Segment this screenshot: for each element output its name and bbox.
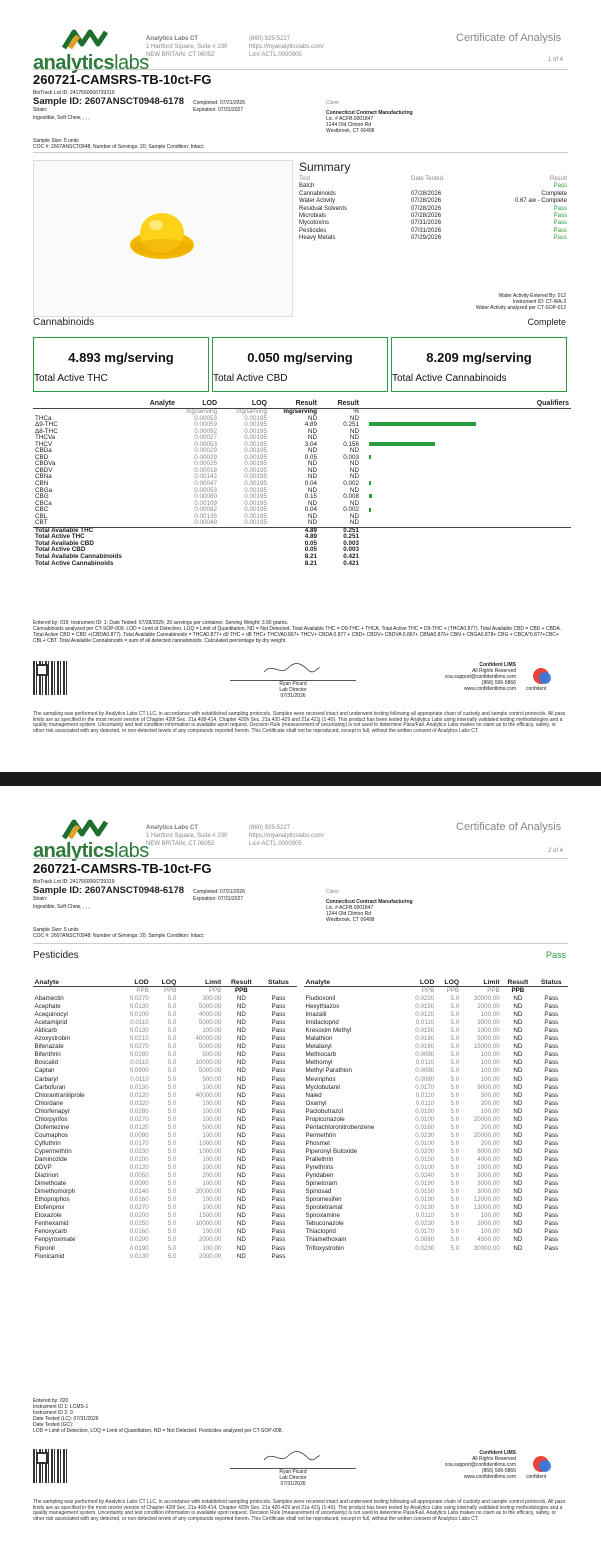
strain: Strain:	[33, 107, 48, 113]
pesticide-row: Myclobutanil 0.0170 5.0 9000.00 ND Pass	[305, 1083, 559, 1091]
cannabinoid-row: CBNa 0.00142 0.00195 ND ND	[35, 473, 359, 481]
cannabinoid-total-row: Total Available THC 4.89 0.251	[33, 527, 571, 534]
pesticide-row: Propiconazole 0.0100 5.0 20000.00 ND Pass	[305, 1115, 559, 1123]
pesticide-row: Imazalil 0.0120 5.0 100.00 ND Pass	[305, 1011, 559, 1019]
cannabinoid-summary-boxes	[33, 337, 568, 392]
pesticide-row: Ethoprophos 0.0160 5.0 100.00 ND Pass	[34, 1196, 286, 1204]
pesticide-row: Chlorantraniliprole 0.0120 5.0 40000.00 ND Pass	[34, 1091, 286, 1099]
doc-title: Certificate of Analysis	[456, 32, 562, 44]
pesticide-row: Spinosad 0.0150 5.0 3000.00 ND Pass	[305, 1188, 559, 1196]
completed-date-p2: Completed: 07/31/2026	[193, 889, 245, 895]
pesticide-row: Cyfluthrin 0.0170 5.0 1000.00 ND Pass	[34, 1139, 286, 1147]
pesticide-row: Fenhexamid 0.0250 5.0 10000.00 ND Pass	[34, 1220, 286, 1228]
confident-lims-info: Confident LIMS All Rights Reserved coa.support@confidentlims.com (866) 506-5866 www.confidentlims.com	[444, 662, 516, 692]
pesticide-row: Etofenprox 0.0270 5.0 100.00 ND Pass	[34, 1204, 286, 1212]
pesticide-row: Thiacloprid 0.0170 5.0 100.00 ND Pass	[305, 1228, 559, 1236]
pesticide-row: Tebuconazole 0.0230 5.0 2000.00 ND Pass	[305, 1220, 559, 1228]
pesticides-status: Pass	[545, 950, 566, 960]
cannabinoids-status: Complete	[527, 317, 566, 327]
summary-row: Heavy Metals 07/29/2026 Pass	[299, 235, 567, 242]
pesticide-row: Coumaphos 0.0090 5.0 100.00 ND Pass	[34, 1131, 286, 1139]
signature-icon-p2	[262, 1448, 322, 1466]
pesticide-row: Fludioxonil 0.0220 5.0 30000.00 ND Pass	[305, 995, 559, 1003]
strain-p2: Strain:	[33, 896, 48, 902]
summary-row: Cannabinoids 07/28/2026 Complete	[299, 190, 567, 197]
pesticide-row: Flonicamid 0.0130 5.0 2000.00 ND Pass	[34, 1252, 286, 1260]
pesticide-row: Piperonyl Butoxide 0.0200 5.0 8000.00 ND Pass	[305, 1147, 559, 1155]
pesticide-row: Metalaxyl 0.0160 5.0 15000.00 ND Pass	[305, 1043, 559, 1051]
confident-lims-info-p2: Confident LIMS All Rights Reserved coa.support@confidentlims.com (866) 506-5866 www.confidentlims.com	[444, 1450, 516, 1480]
pesticide-row: Kresoxim Methyl 0.0150 5.0 1000.00 ND Pass	[305, 1027, 559, 1035]
cannabinoid-total-row: Total Active Cannabinoids 8.21 0.421	[35, 559, 359, 567]
page-number-p2: 2 of 4	[548, 848, 564, 854]
cannabinoids-table: Analyte LOD LOQ Result Result Qualifiers mg/serving mg/serving mg/serving % THCa 0.00053 0.00195 ND ND Δ9-THC 0.00059 0.00195 4.89 0.251 Δ8-THC 0.00092 0.00195 ND ND THCVa 0.00027 0.00195 ND ND THCV 0.00053 0.00195 3.04 0.156 CBDa 0.00029 0.00195 ND ND CBD 0.00029 0.00195 0.05 0.003 CBDVa 0.00025 0.00195 ND ND CBDV 0.00018 0.00195 ND ND CBNa 0.00142 0.00195 ND ND CBN 0.00047 0.00195 0.04 0.002 CBGa 0.00053 0.00195 ND ND CBG 0.00080 0.00195 0.15 0.008 CBCa 0.00109 0.00195 ND ND CBC 0.00082 0.00195 0.04 0.002 CBL 0.00135 0.00195 ND ND CBT 0.00049 0.00195 ND ND Total Available THC 4.89 0.251 Total Active THC 4.89 0.251 Total Available CBD 0.05 0.003 Total Active CBD 0.05 0.003 Total Available Cannabinoids 8.21 0.421 Total Active Cannabinoids 8.21 0.421	[35, 400, 569, 567]
pesticide-row: Bifenthrin 0.0280 5.0 500.00 ND Pass	[34, 1051, 286, 1059]
pesticides-table-left: Analyte LOD LOQ Limit Result Status PPB PPB PPB PPB Abamectin 0.0270 5.0 300.00 ND Pass Acephate 0.0130 5.0 5000.00 ND Pass Acequinocyl 0.0100 5.0 4000.00 ND Pass Acetamiprid 0.0110 5.0 5000.00 ND Pass Aldicarb 0.0130 5.0 100.00 ND Pass Azoxystrobin 0.0210 5.0 40000.00 ND Pass Bifenazate 0.0270 5.0 5000.00 ND Pass Bifenthrin 0.0280 5.0 500.00 ND Pass Boscalid 0.0110 5.0 10000.00 ND Pass Captan 0.0900 5.0 5000.00 ND Pass Carbaryl 0.0110 5.0 500.00 ND Pass Carbofuran 0.0130 5.0 100.00 ND Pass Chlorantraniliprole 0.0120 5.0 40000.00 ND Pass Chlordane 0.0320 5.0 100.00 ND Pass Chlorfenapyr 0.0280 5.0 100.00 ND Pass Chlorpyrifos 0.0270 5.0 100.00 ND Pass Clofentezine 0.0120 5.0 500.00 ND Pass Coumaphos 0.0090 5.0 100.00 ND Pass Cyfluthrin 0.0170 5.0 1000.00 ND Pass Cypermethrin 0.0230 5.0 1000.00 ND Pass Daminozide 0.0100 5.0 100.00 ND Pass DDVP 0.0120 5.0 100.00 ND Pass Diazinon 0.0050 5.0 200.00 ND Pass Dimethoate 0.0090 5.0 100.00 ND Pass Dimethomorph 0.0140 5.0 20000.00 ND Pass Ethoprophos 0.0160 5.0 100.00 ND Pass Etofenprox 0.0270 5.0 100.00 ND Pass Etoxazole 0.0200 5.0 1500.00 ND Pass Fenhexamid 0.0250 5.0 10000.00 ND Pass Fenoxycarb 0.0160 5.0 100.00 ND Pass Fenpyroximate 0.0290 5.0 2000.00 ND Pass Fipronil 0.0190 5.0 100.00 ND Pass Flonicamid 0.0130 5.0 2000.00 ND Pass	[33, 979, 297, 1261]
pesticide-row: Acetamiprid 0.0110 5.0 5000.00 ND Pass	[34, 1019, 286, 1027]
water-activity-notes: Water Activity Entered By: 012 Instrument ID: CT-WA-3 Water Activity analyzed per CT-SOP-012	[475, 293, 566, 311]
pesticide-row: Trifloxystrobin 0.0230 5.0 30000.00 ND Pass	[305, 1244, 559, 1252]
pesticide-row: Methyl Parathion 0.0080 5.0 100.00 ND Pass	[305, 1067, 559, 1075]
lab-contact: (860) 925-5227 https://myanalyticslabs.com/ Lic# ACTL.0000005	[249, 36, 325, 58]
col-lod: LOD	[202, 400, 217, 407]
pesticide-notes: Entered by: 020 Instrument ID 1: LCMS-1 Instrument ID 2: 0 Date Tested (LC): 07/31/2026 Date Tested (GC): LOD = Limit of Detection, LOQ = Limit of Quantitation, ND = Not Detected. Pesticides analyzed per CT-SOP-008.	[33, 1398, 283, 1434]
pesticide-row: Chlordane 0.0320 5.0 100.00 ND Pass	[34, 1099, 286, 1107]
signature-icon	[262, 660, 322, 678]
pesticide-row: Mevinphos 0.0080 5.0 100.00 ND Pass	[305, 1075, 559, 1083]
cannabinoid-row: CBL 0.00135 0.00195 ND ND	[35, 512, 359, 520]
qualifier-bar	[369, 508, 371, 512]
summary-row: Mycotoxins 07/31/2026 Pass	[299, 220, 567, 227]
expiration-date: Expiration: 07/31/2027	[193, 107, 244, 113]
confident-logo-text-p2: confident	[526, 1474, 547, 1480]
cannabinoid-row: CBN 0.00047 0.00195 0.04 0.002	[33, 481, 571, 488]
cannabinoid-total-row: Total Active CBD 0.05 0.003	[35, 546, 359, 554]
pesticide-row: Pyrethrins 0.0100 5.0 1000.00 ND Pass	[305, 1164, 559, 1172]
pesticide-row: Bifenazate 0.0270 5.0 5000.00 ND Pass	[34, 1043, 286, 1051]
qr-code-icon[interactable]	[33, 661, 67, 695]
cannabinoid-row: CBCa 0.00109 0.00195 ND ND	[35, 499, 359, 507]
col-analyte: Analyte	[149, 400, 175, 407]
sample-id-p2: Sample ID: 2607ANSCT0948-6178	[33, 885, 185, 896]
pesticide-row: Clofentezine 0.0120 5.0 500.00 ND Pass	[34, 1123, 286, 1131]
cannabinoid-row: CBDV 0.00018 0.00195 ND ND	[35, 466, 359, 474]
summary-header-row: Test Date Tested Result	[299, 176, 567, 182]
expiration-date-p2: Expiration: 07/31/2027	[193, 896, 244, 902]
total-active-cbd-box: 0.050 mg/serving Total Active CBD	[212, 337, 388, 392]
page-separator	[0, 772, 601, 786]
summary-title: Summary	[299, 160, 351, 174]
pesticide-row: Fipronil 0.0190 5.0 100.00 ND Pass	[34, 1244, 286, 1252]
col-result-pct: Result	[337, 400, 359, 407]
cannabinoid-total-row: Total Available CBD 0.05 0.003	[35, 539, 359, 547]
client-label: Client	[326, 100, 339, 106]
signature-block-p2: Ryan Picard Lab Director 07/31/2026	[279, 1469, 307, 1487]
cannabinoid-total-row: Total Active THC 4.89 0.251	[35, 533, 359, 541]
page-number: 1 of 4	[548, 57, 564, 63]
total-active-thc-box: 4.893 mg/serving Total Active THC	[33, 337, 209, 392]
confident-logo-icon-p2	[533, 1456, 549, 1472]
cannabinoid-row: CBDVa 0.00025 0.00195 ND ND	[35, 460, 359, 468]
cannabinoid-row: THCa 0.00053 0.00195 ND ND	[35, 414, 359, 422]
client-block-p2: Connecticut Contract Manufacturing Lic. # ACFB.0001847 1244 Old Clinton Rd Westbrook, CT 06498	[326, 899, 413, 923]
completed-date: Completed: 07/31/2026	[193, 100, 245, 106]
lab-address-p2: Analytics Labs CT 1 Hartford Square, Suite # 230 NEW BRITAIN, CT 06052	[146, 825, 228, 847]
qualifier-bar	[369, 481, 371, 485]
qualifier-bar	[369, 494, 372, 498]
pesticide-row: Pentachloronitrobenzene 0.0160 5.0 200.00 ND Pass	[305, 1123, 559, 1131]
coc-info: COC #: 2607ANSCT0948; Number of Servings: 20; Sample Condition: Intact;	[33, 144, 205, 150]
sample-size: Sample Size: 5 units	[33, 138, 79, 144]
qualifier-bar	[369, 455, 371, 459]
qualifier-bar	[369, 442, 435, 446]
pesticide-row: Fenoxycarb 0.0160 5.0 100.00 ND Pass	[34, 1228, 286, 1236]
pesticide-row: Pyridaben 0.0240 5.0 3000.00 ND Pass	[305, 1172, 559, 1180]
pesticide-row: Chlorfenapyr 0.0280 5.0 100.00 ND Pass	[34, 1107, 286, 1115]
pesticide-row: Methomyl 0.0110 5.0 100.00 ND Pass	[305, 1059, 559, 1067]
summary-row: Microbials 07/28/2026 Pass	[299, 213, 567, 220]
biotrack-id: BioTrack Lot ID: 2417660066739319	[33, 90, 115, 96]
matrix-p2: Ingestible, Soft Chew, , , ,	[33, 904, 90, 910]
pesticides-table-right: Analyte LOD LOQ Limit Result Status PPB PPB PPB PPB Fludioxonil 0.0220 5.0 30000.00 ND Pass Hexythiazox 0.0150 5.0 2000.00 ND Pass Imazalil 0.0120 5.0 100.00 ND Pass Imidacloprid 0.0110 5.0 3000.00 ND Pass Kresoxim Methyl 0.0150 5.0 1000.00 ND Pass Malathion 0.0180 5.0 5000.00 ND Pass Metalaxyl 0.0160 5.0 15000.00 ND Pass Methiocarb 0.0080 5.0 100.00 ND Pass Methomyl 0.0110 5.0 100.00 ND Pass Methyl Parathion 0.0080 5.0 100.00 ND Pass Mevinphos 0.0080 5.0 100.00 ND Pass Myclobutanil 0.0170 5.0 9000.00 ND Pass Naled 0.0110 5.0 500.00 ND Pass Oxamyl 0.0110 5.0 200.00 ND Pass Paclobutrazol 0.0190 5.0 100.00 ND Pass Propiconazole 0.0100 5.0 20000.00 ND Pass Pentachloronitrobenzene 0.0160 5.0 200.00 ND Pass Permethrin 0.0230 5.0 20000.00 ND Pass Phosmet 0.0100 5.0 200.00 ND Pass Piperonyl Butoxide 0.0200 5.0 8000.00 ND Pass Prallethrin 0.0150 5.0 4000.00 ND Pass Pyrethrins 0.0100 5.0 1000.00 ND Pass Pyridaben 0.0240 5.0 3000.00 ND Pass Spinetoram 0.0190 5.0 3000.00 ND Pass Spinosad 0.0150 5.0 3000.00 ND Pass Spiromesifen 0.0190 5.0 12000.00 ND Pass Spirotetramat 0.0130 5.0 13000.00 ND Pass Spiroxamine 0.0110 5.0 100.00 ND Pass Tebuconazole 0.0230 5.0 2000.00 ND Pass Thiacloprid 0.0170 5.0 100.00 ND Pass Thiamethoxam 0.0080 5.0 4500.00 ND Pass Trifloxystrobin 0.0230 5.0 30000.00 ND Pass	[304, 979, 568, 1253]
lab-logo-text-p2: analyticslabs	[33, 840, 149, 862]
lab-contact-p2: (860) 925-5227 https://myanalyticslabs.com/ Lic# ACTL.0000005	[249, 825, 325, 847]
pesticide-row: Daminozide 0.0100 5.0 100.00 ND Pass	[34, 1155, 286, 1163]
pesticide-row: Thiamethoxam 0.0080 5.0 4500.00 ND Pass	[305, 1236, 559, 1244]
disclaimer: The sampling was performed by Analytics Labs CT LLC, in accordance with established sampling protocols. Samples were received intact and underwent testing following all appropriate chain of custody and sample control protocols. All pass limits are as specified in the most recent version of Chapter 420f Sec. 21a 408-414, Chapter 420h Sec. 21a 420-429 and 21a 421j (1-40). This product has been tested by Analytics Labs using internally validated testing methodologies and a quality management system. Uncertainty and test condition information is available upon request. Decision Rule (measurement of uncertainty) is not used to determine Pass/Fail. Analytics Labs makes no claim as to the efficacy, safety, or other risk associated with any detected, or non-detected levels of any compounds reported herein. This Certificate shall not be reproduced, except in full, without the written consent of Analytics Labs CT.	[33, 711, 566, 734]
cannabinoid-total-row: Total Available Cannabinoids 8.21 0.421	[35, 553, 359, 561]
matrix: Ingestible, Soft Chew, , , ,	[33, 115, 90, 121]
cannabinoid-row: THCV 0.00053 0.00195 3.04 0.156	[33, 442, 571, 449]
pesticide-row: Paclobutrazol 0.0190 5.0 100.00 ND Pass	[305, 1107, 559, 1115]
pesticide-row: Dimethomorph 0.0140 5.0 20000.00 ND Pass	[34, 1188, 286, 1196]
pesticide-row: DDVP 0.0120 5.0 100.00 ND Pass	[34, 1164, 286, 1172]
pesticide-row: Acephate 0.0130 5.0 5000.00 ND Pass	[34, 1003, 286, 1011]
pesticides-title: Pesticides	[33, 950, 79, 961]
client-block: Connecticut Contract Manufacturing Lic. # ACFB.0001847 1244 Old Clinton Rd Westbrook, CT 06498	[326, 110, 413, 134]
cannabinoid-row: CBC 0.00082 0.00195 0.04 0.002	[33, 507, 571, 514]
cannabinoid-row: Δ9-THC 0.00059 0.00195 4.89 0.251	[33, 422, 571, 429]
pesticide-row: Dimethoate 0.0090 5.0 100.00 ND Pass	[34, 1180, 286, 1188]
pesticide-row: Boscalid 0.0110 5.0 10000.00 ND Pass	[34, 1059, 286, 1067]
cannabinoid-row: CBGa 0.00053 0.00195 ND ND	[35, 486, 359, 494]
summary-row: Pesticides 07/31/2026 Pass	[299, 227, 567, 234]
summary-row: Batch Pass	[299, 183, 567, 190]
signature-block: Ryan Picard Lab Director 07/31/2026	[279, 681, 307, 699]
pesticide-row: Spirotetramat 0.0130 5.0 13000.00 ND Pass	[305, 1204, 559, 1212]
cannabinoid-row: THCVa 0.00027 0.00195 ND ND	[35, 434, 359, 442]
pesticide-row: Hexythiazox 0.0150 5.0 2000.00 ND Pass	[305, 1003, 559, 1011]
pesticide-row: Spinetoram 0.0190 5.0 3000.00 ND Pass	[305, 1180, 559, 1188]
pesticide-row: Oxamyl 0.0110 5.0 200.00 ND Pass	[305, 1099, 559, 1107]
col-qualifiers: Qualifiers	[536, 400, 569, 407]
lab-address: Analytics Labs CT 1 Hartford Square, Suite # 230 NEW BRITAIN, CT 06052	[146, 36, 228, 58]
pesticide-row: Spiromesifen 0.0190 5.0 12000.00 ND Pass	[305, 1196, 559, 1204]
sample-size-p2: Sample Size: 5 units	[33, 927, 79, 933]
biotrack-id-p2: BioTrack Lot ID: 2417660066739319	[33, 879, 115, 885]
pesticide-row: Naled 0.0110 5.0 500.00 ND Pass	[305, 1091, 559, 1099]
sample-name: 260721-CAMSRS-TB-10ct-FG	[33, 72, 212, 87]
qr-code-icon-p2[interactable]	[33, 1449, 67, 1483]
pesticide-row: Fenpyroximate 0.0290 5.0 2000.00 ND Pass	[34, 1236, 286, 1244]
soft-chew-image	[34, 161, 292, 316]
pesticide-row: Captan 0.0900 5.0 5000.00 ND Pass	[34, 1067, 286, 1075]
pesticide-row: Chlorpyrifos 0.0270 5.0 100.00 ND Pass	[34, 1115, 286, 1123]
pesticide-row: Methiocarb 0.0080 5.0 100.00 ND Pass	[305, 1051, 559, 1059]
cannabinoid-row: CBD 0.00029 0.00195 0.05 0.003	[33, 455, 571, 462]
summary-row: Water Activity 07/28/2026 0.67 aw - Complete	[299, 198, 567, 205]
pesticide-row: Cypermethrin 0.0230 5.0 1000.00 ND Pass	[34, 1147, 286, 1155]
pesticide-row: Permethrin 0.0230 5.0 20000.00 ND Pass	[305, 1131, 559, 1139]
sample-name-p2: 260721-CAMSRS-TB-10ct-FG	[33, 861, 212, 876]
total-active-cannabinoids-box: 8.209 mg/serving Total Active Cannabinoids	[391, 337, 567, 392]
pesticide-row: Spiroxamine 0.0110 5.0 100.00 ND Pass	[305, 1212, 559, 1220]
pesticide-row: Carbofuran 0.0130 5.0 100.00 ND Pass	[34, 1083, 286, 1091]
pesticide-row: Imidacloprid 0.0110 5.0 3000.00 ND Pass	[305, 1019, 559, 1027]
pesticide-row: Acequinocyl 0.0100 5.0 4000.00 ND Pass	[34, 1011, 286, 1019]
qualifier-bar	[369, 422, 476, 426]
client-label-p2: Client	[326, 889, 339, 895]
lab-logo-icon-p2	[62, 818, 112, 840]
pesticide-row: Carbaryl 0.0110 5.0 500.00 ND Pass	[34, 1075, 286, 1083]
pesticide-row: Abamectin 0.0270 5.0 300.00 ND Pass	[34, 995, 286, 1003]
col-result: Result	[295, 400, 317, 407]
pesticide-row: Azoxystrobin 0.0210 5.0 40000.00 ND Pass	[34, 1035, 286, 1043]
sample-id: Sample ID: 2607ANSCT0948-6178	[33, 96, 185, 107]
pesticide-row: Diazinon 0.0050 5.0 200.00 ND Pass	[34, 1172, 286, 1180]
confident-logo-icon	[533, 668, 549, 684]
confident-logo-text: confident	[526, 686, 547, 692]
disclaimer-p2: The sampling was performed by Analytics Labs CT LLC, in accordance with established sampling protocols. Samples were received intact and underwent testing following all appropriate chain of custody and sample control protocols. All pass limits are as specified in the most recent version of Chapter 420f Sec. 21a 408-414, Chapter 420h Sec. 21a 420-429 and 21a 421j (1-40). This product has been tested by Analytics Labs using internally validated testing methodologies and a quality management system. Uncertainty and test condition information is available upon request. Decision Rule (measurement of uncertainty) is not used to determine Pass/Fail. Analytics Labs makes no claim as to the efficacy, safety, or other risk associated with any detected, or non-detected levels of any compounds reported herein. This Certificate shall not be reproduced, except in full, without the written consent of Analytics Labs CT.	[33, 1499, 566, 1522]
pesticide-row: Etoxazole 0.0200 5.0 1500.00 ND Pass	[34, 1212, 286, 1220]
cannabinoid-row: Δ8-THC 0.00092 0.00195 ND ND	[35, 427, 359, 435]
pesticide-row: Phosmet 0.0100 5.0 200.00 ND Pass	[305, 1139, 559, 1147]
col-loq: LOQ	[251, 400, 267, 407]
cannabinoids-title: Cannabinoids	[33, 317, 95, 328]
cannabinoid-notes: Entered by: 019; Instrument ID: 1; Date Tested: 07/28/2026; 20 servings per container. Serving Weight: 3.90 grams. Cannabinoids analyzed per CT-SOP-009. LOD = Limit of Detection, LOQ = Limit of Quantitation, ND = Not Detected. Total Available THC = D9-THC + THCA. Total Active THC = D9-THC + (THCA0.877). Total Available CBD = CBD + CBDA. Total Active CBD = CBD +(CBDA0.877). Total Available Cannabinoids = THCA0.877+ d9 THC + d8 THC+ THCVA0.867+ THCV+ CBDA 0.877 + CBD+ CBDV+ CBDVA 0.867+ CBNA0.876+ CBN + CBGA0.878+ CBG + CBCA*0.877+CBC+ CBL+ CBT. Total Available Cannabinoids = sum of all detected cannabinoids. Calculated percentage by dry weight.	[33, 620, 562, 644]
cannabinoid-row: CBG 0.00080 0.00195 0.15 0.008	[33, 494, 571, 501]
cannabinoid-row: CBT 0.00049 0.00195 ND ND	[35, 519, 359, 527]
pesticide-row: Malathion 0.0180 5.0 5000.00 ND Pass	[305, 1035, 559, 1043]
summary-row: Residual Solvents 07/28/2026 Pass	[299, 205, 567, 212]
coa-page-1	[0, 0, 601, 772]
pesticide-row: Prallethrin 0.0150 5.0 4000.00 ND Pass	[305, 1155, 559, 1163]
coc-info-p2: COC #: 2607ANSCT0948; Number of Servings: 20; Sample Condition: Intact;	[33, 933, 205, 939]
cannabinoid-row: CBDa 0.00029 0.00195 ND ND	[35, 447, 359, 455]
product-image	[33, 160, 293, 317]
pesticide-row: Aldicarb 0.0130 5.0 100.00 ND Pass	[34, 1027, 286, 1035]
doc-title-p2: Certificate of Analysis	[456, 821, 562, 833]
lab-logo-icon	[62, 28, 112, 50]
lab-logo-text: analyticslabs	[33, 52, 149, 74]
summary-table	[299, 176, 567, 243]
